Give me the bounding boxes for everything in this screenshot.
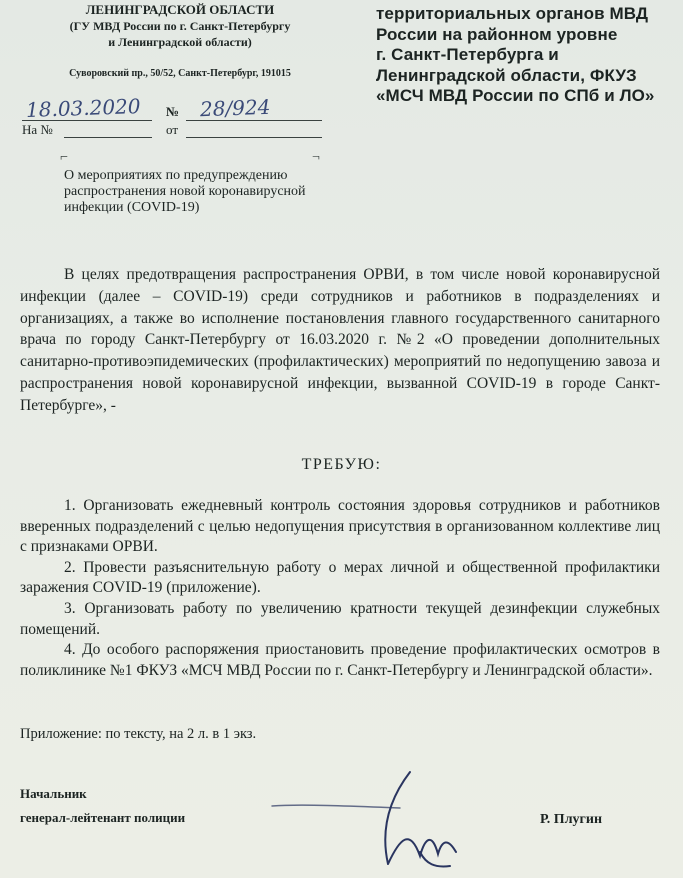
list-item: 2. Провести разъяснительную работу о мерах личной и общественной профилактики заражения COVID-19 (приложение). — [20, 558, 660, 597]
subject-bracket-left: ⌐ — [60, 150, 68, 165]
list-item: 1. Организовать ежедневный контроль состояния здоровья сотрудников и работников вверенных подразделений с целью недопущения присутствия в организованном коллективе лиц с признаками ОРВИ. — [20, 497, 660, 556]
demand-heading: ТРЕБУЮ: — [301, 456, 382, 473]
handwritten-date: 18.03.2020 — [25, 94, 141, 122]
handwritten-number: 28/924 — [199, 94, 271, 122]
recipient-line: «МСЧ МВД России по СПб и ЛО» — [376, 86, 655, 105]
signatory-title — [20, 782, 185, 830]
ref-number-label: На № — [22, 122, 53, 137]
number-underline — [186, 120, 322, 121]
handwritten-signature — [260, 768, 480, 876]
recipient-block — [376, 0, 676, 107]
number-symbol: № — [166, 104, 180, 119]
subject-bracket-right: ¬ — [312, 150, 320, 165]
signatory-title-line: генерал-лейтенант полиции — [20, 810, 186, 825]
list-item: 4. До особого распоряжения приостановить проведение профилактических осмотров в поликлинике №1 ФКУЗ «МСЧ МВД России по г. Санкт-Петербургу и Ленинградской области». — [20, 641, 660, 679]
sender-address: Суворовский пр., 50/52, Санкт-Петербург, 191015 — [69, 68, 291, 79]
preamble-paragraph: В целях предотвращения распространения ОРВИ, в том числе новой коронавирусной инфекции (далее – COVID-19) среди сотрудников и работников в подразделениях и организациях, а также во исполнение постановления главного государственного санитарного врача по городу Санкт-Петербургу от 16.03.2020 г. №2 «О проведении дополнительных санитарно-противоэпидемических (профилактических) мероприятий по недопущению завоза и распространения новой коронавирусной инфекции, вызванной COVID-19 в городе Санкт-Петербурге», - — [20, 266, 660, 414]
subject-line: распространения новой коронавирусной — [64, 184, 306, 199]
attachment-note: Приложение: по тексту, на 2 л. в 1 экз. — [20, 726, 257, 742]
signatory-name: Р. Плугин — [540, 812, 603, 827]
recipient-line: г. Санкт-Петербурга и — [376, 45, 559, 64]
list-item: 3. Организовать работу по увеличению кратности текущей дезинфекции служебных помещений. — [20, 599, 660, 638]
ref-from-underline — [186, 137, 322, 138]
subject-line: инфекции (COVID-19) — [64, 200, 200, 215]
sender-org-line-2: (ГУ МВД России по г. Санкт-Петербургу — [69, 19, 291, 33]
ref-from-label: от — [166, 122, 179, 137]
recipient-line: Ленинградской области, ФКУЗ — [376, 65, 637, 85]
recipient-line: России на районном уровне — [376, 24, 618, 44]
subject — [64, 168, 324, 216]
sender-org-line-3: и Ленинградской области) — [108, 35, 252, 49]
items-list — [20, 496, 660, 681]
sender-org-line-1: ЛЕНИНГРАДСКОЙ ОБЛАСТИ — [85, 2, 275, 17]
recipient-line: территориальных органов МВД — [376, 4, 649, 23]
signatory-title-line: Начальник — [20, 786, 87, 801]
ref-number-underline — [64, 137, 152, 138]
subject-line: О мероприятиях по предупреждению — [64, 168, 288, 183]
date-underline — [22, 120, 152, 121]
